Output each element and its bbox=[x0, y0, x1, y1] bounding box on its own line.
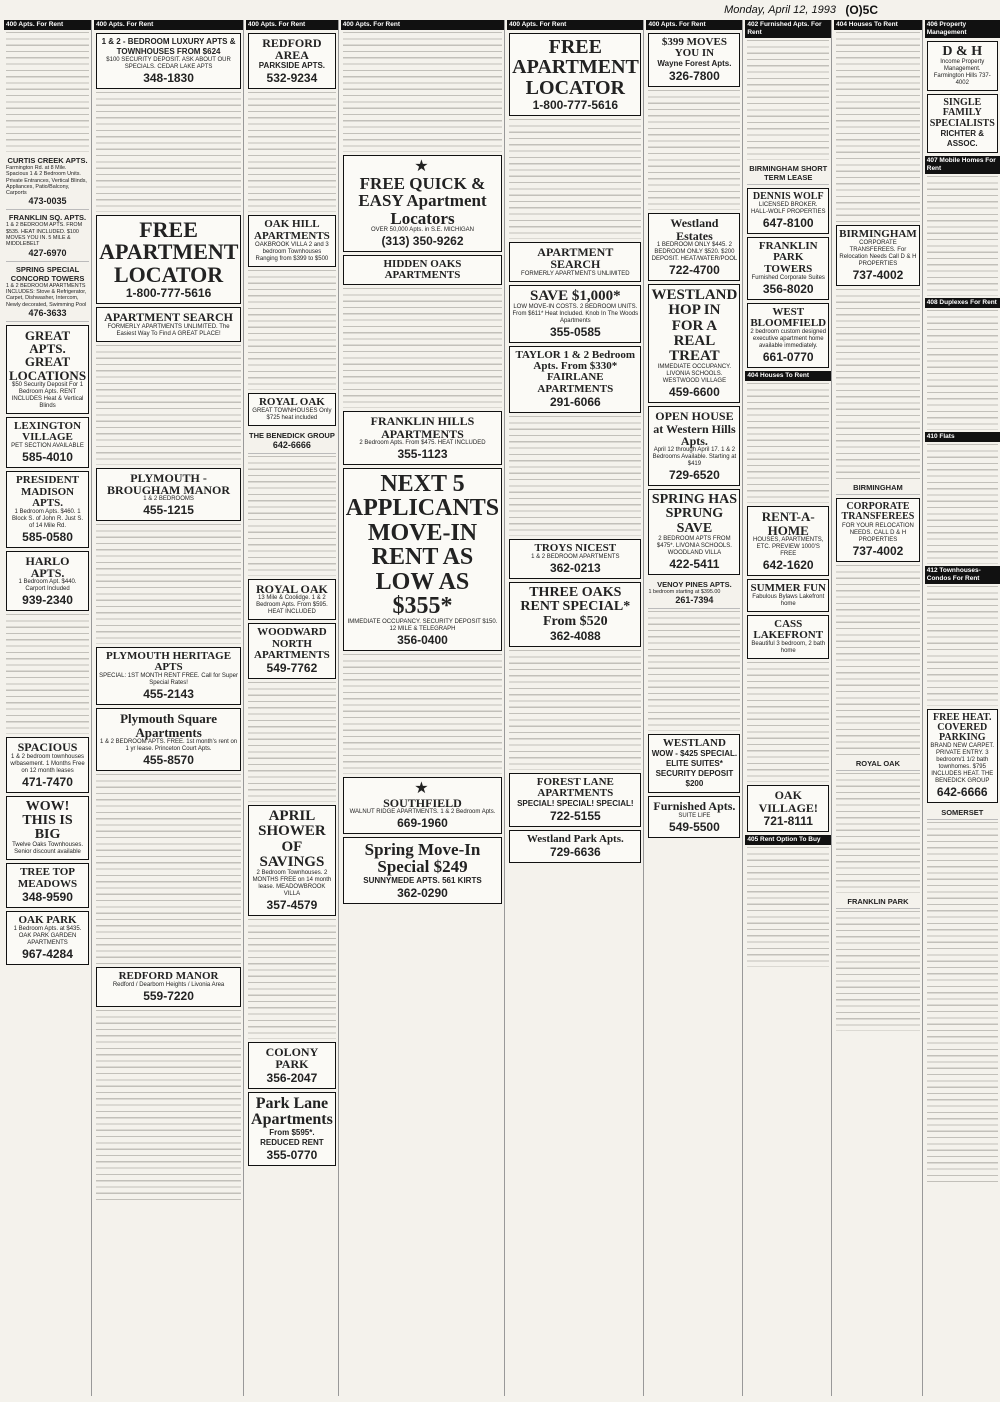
boxed-ad bbox=[747, 237, 829, 300]
ad-body: Twelve Oaks Townhouses. Senior discount available bbox=[12, 842, 83, 856]
ad-phone: 1-800-777-5616 bbox=[125, 286, 212, 301]
boxed-ad bbox=[509, 33, 641, 116]
boxed-ad bbox=[927, 709, 998, 804]
boxed-ad bbox=[6, 417, 89, 468]
ad-name: FREE HEAT. COVERED PARKING bbox=[932, 711, 992, 744]
column-heading: 402 Furnished Apts. For Rent bbox=[745, 20, 831, 38]
column-6 bbox=[646, 20, 743, 1396]
page-date: Monday, April 12, 1993 bbox=[724, 4, 836, 16]
ad-name: VENOY PINES APTS. bbox=[657, 579, 732, 589]
boxed-ad bbox=[648, 734, 740, 793]
listing-text-block bbox=[836, 911, 920, 1031]
ad-body: 1 & 2 BEDROOM APTS. FROM $535. HEAT INCLUDED. $100 MOVES YOU IN. 5 MILE & MIDDLEBELT bbox=[6, 222, 83, 248]
ad-name: WEST BLOOMFIELD bbox=[750, 305, 827, 330]
ad-name: GREAT APTS. GREAT LOCATIONS bbox=[9, 327, 87, 383]
listing-text-block bbox=[343, 654, 502, 774]
ad-body: BRAND NEW CARPET. PRIVATE ENTRY. 3 bedroom/1 1/2 bath townhomes. $795 INCLUDES HEAT. THE BENEDICK GROUP bbox=[930, 743, 995, 785]
ad-phone: 261-7394 bbox=[675, 595, 714, 606]
listing-ad bbox=[248, 429, 336, 454]
ad-phone: 722-4700 bbox=[669, 262, 720, 277]
ad-phone: 642-1620 bbox=[762, 557, 814, 572]
ad-name: SINGLE FAMILY SPECIALISTS bbox=[929, 97, 995, 129]
listing-ad bbox=[6, 211, 89, 261]
boxed-ad bbox=[836, 498, 920, 561]
boxed-ad bbox=[747, 579, 829, 612]
star-icon: ★ bbox=[414, 779, 429, 797]
ad-phone: 737-4002 bbox=[852, 543, 904, 558]
ad-body: PARKSIDE APTS. bbox=[258, 61, 326, 71]
boxed-ad bbox=[248, 393, 336, 426]
boxed-ad bbox=[96, 647, 241, 705]
boxed-ad bbox=[248, 1092, 336, 1167]
listing-text-block bbox=[248, 682, 336, 802]
ad-name: COLONY PARK bbox=[265, 1045, 319, 1072]
ad-name: FRANKLIN PARK bbox=[847, 896, 909, 906]
ad-phone: 549-5500 bbox=[669, 819, 720, 834]
ad-phone: 669-1960 bbox=[397, 815, 448, 830]
ad-phone: 348-9590 bbox=[22, 889, 73, 904]
ad-name: ROYAL OAK bbox=[255, 582, 328, 597]
ad-name: OAK VILLAGE! bbox=[758, 788, 818, 815]
ad-name: NEXT 5 APPLICANTS MOVE-IN RENT AS LOW AS $355* bbox=[345, 470, 500, 620]
ad-body: SUITE LIFE bbox=[678, 812, 711, 819]
listing-text-block bbox=[96, 345, 241, 465]
boxed-ad bbox=[648, 796, 740, 837]
ad-name: Plymouth Square Apartments bbox=[120, 711, 217, 740]
ad-name: WESTLAND bbox=[662, 737, 726, 750]
boxed-ad bbox=[747, 188, 829, 234]
ad-phone: 355-0770 bbox=[266, 1148, 318, 1163]
section-heading: 404 Houses To Rent bbox=[745, 371, 831, 381]
ad-phone: 585-4010 bbox=[22, 450, 73, 465]
ad-body: 13 Mile & Coolidge. 1 & 2 Bedroom Apts. From $595. HEAT INCLUDED bbox=[256, 595, 328, 616]
column-heading: 406 Property Management bbox=[925, 20, 1000, 38]
listing-text-block bbox=[927, 586, 998, 706]
ad-body: 2 bedroom custom designed executive apartment home available immediately. bbox=[750, 329, 827, 350]
boxed-ad bbox=[648, 213, 740, 280]
boxed-ad bbox=[248, 579, 336, 620]
classified-columns bbox=[4, 20, 997, 1396]
ad-body: IMMEDIATE OCCUPANCY. SECURITY DEPOSIT $150. 12 MILE & TELEGRAPH bbox=[347, 618, 498, 632]
ad-phone: 455-8570 bbox=[143, 752, 194, 767]
listing-text-block bbox=[509, 650, 641, 770]
ad-body: WOW - $425 SPECIAL. ELITE SUITES* SECURITY DEPOSIT $200 bbox=[651, 749, 738, 789]
listing-text-block bbox=[96, 524, 241, 644]
ad-phone: 422-5411 bbox=[669, 556, 720, 571]
boxed-ad bbox=[343, 837, 502, 904]
column-7 bbox=[745, 20, 832, 1396]
ad-name: TAYLOR 1 & 2 Bedroom Apts. From $330* FAIRLANE APARTMENTS bbox=[515, 348, 636, 395]
boxed-ad bbox=[96, 307, 241, 341]
ad-phone: 532-9234 bbox=[266, 71, 318, 86]
listing-text-block bbox=[836, 565, 920, 755]
boxed-ad bbox=[248, 805, 336, 916]
column-heading: 400 Apts. For Rent bbox=[646, 20, 742, 30]
ad-name: 1 & 2 - BEDROOM LUXURY APTS & TOWNHOUSES FROM $624 bbox=[101, 37, 236, 56]
boxed-ad bbox=[509, 830, 641, 863]
ad-body: 1 & 2 BEDROOM APARTMENTS bbox=[531, 554, 620, 561]
ad-name: PRESIDENT MADISON APTS. bbox=[16, 474, 80, 509]
ad-body: RICHTER & ASSOC. bbox=[940, 128, 985, 148]
boxed-ad bbox=[747, 785, 829, 831]
listing-text-block bbox=[836, 773, 920, 893]
column-2 bbox=[94, 20, 244, 1396]
boxed-ad bbox=[648, 284, 740, 403]
boxed-ad bbox=[6, 471, 89, 548]
boxed-ad bbox=[248, 33, 336, 89]
boxed-ad bbox=[248, 623, 336, 679]
column-9 bbox=[925, 20, 1000, 1396]
ad-name: APARTMENT SEARCH bbox=[104, 310, 233, 325]
ad-body: HOUSES, APARTMENTS, ETC. PREVIEW 1000'S FREE bbox=[753, 536, 824, 557]
ad-body: LICENSED BROKER. HALL-WOLF PROPERTIES bbox=[750, 202, 826, 216]
ad-phone: 455-1215 bbox=[143, 503, 194, 518]
ad-body: Beautiful 3 bedroom, 2 bath home bbox=[751, 641, 826, 655]
ad-name: Westland Estates bbox=[670, 216, 719, 243]
column-heading: 400 Apts. For Rent bbox=[507, 20, 643, 30]
ad-name: OPEN HOUSE at Western Hills Apts. bbox=[653, 409, 736, 448]
ad-body: 1 & 2 BEDROOM APARTMENTS INCLUDES: Stove & Refrigerator, Carpet, Dishwasher, Intercom, Newly decorated, Swimming Pool bbox=[6, 282, 87, 308]
listing-text-block bbox=[96, 774, 241, 964]
ad-name: FRANKLIN PARK TOWERS bbox=[758, 240, 818, 275]
ad-phone: 737-4002 bbox=[852, 268, 904, 283]
ad-phone: 549-7762 bbox=[266, 661, 318, 676]
ad-body: SPECIAL: 1ST MONTH RENT FREE. Call for Super Special Rates! bbox=[99, 673, 238, 687]
ad-phone: 721-8111 bbox=[763, 813, 813, 828]
listing-ad bbox=[836, 895, 920, 909]
ad-name: FREE QUICK & EASY Apartment Locators bbox=[358, 174, 487, 228]
ad-body: Fabulous Bylaws Lakefront home bbox=[752, 594, 825, 607]
section-heading: 405 Rent Option To Buy bbox=[745, 835, 831, 845]
ad-name: THREE OAKS RENT SPECIAL* From $520 bbox=[520, 585, 631, 629]
ad-phone: 967-4284 bbox=[22, 947, 73, 962]
column-8 bbox=[834, 20, 923, 1396]
ad-phone: 585-0580 bbox=[22, 529, 73, 544]
ad-name: HIDDEN OAKS APARTMENTS bbox=[383, 257, 462, 282]
ad-name: FREE APARTMENT LOCATOR bbox=[512, 36, 639, 99]
ad-phone: 427-6970 bbox=[28, 247, 67, 258]
ad-name: DENNIS WOLF bbox=[752, 191, 824, 202]
ad-name: CORPORATE TRANSFEREES bbox=[841, 501, 915, 523]
ad-phone: 729-6636 bbox=[549, 845, 601, 860]
ad-phone: 356-2047 bbox=[266, 1070, 318, 1085]
ad-name: APARTMENT SEARCH bbox=[537, 245, 614, 272]
ad-name: SPACIOUS bbox=[17, 740, 78, 755]
ad-name: BIRMINGHAM bbox=[853, 483, 903, 493]
column-5 bbox=[507, 20, 644, 1396]
listing-text-block bbox=[248, 919, 336, 1039]
ad-body: 1 & 2 BEDROOMS bbox=[143, 496, 194, 503]
ad-body: $50 Security Deposit For 1 Bedroom Apts. RENT INCLUDES Heat & Vertical Blinds bbox=[11, 381, 84, 409]
ad-phone: 291-6066 bbox=[549, 394, 601, 409]
ad-body: WALNUT RIDGE APARTMENTS. 1 & 2 Bedroom Apts. bbox=[349, 808, 496, 815]
column-1 bbox=[4, 20, 92, 1396]
ad-body: GREAT TOWNHOUSES Only $725 heat included bbox=[252, 408, 332, 422]
ad-phone: 476-3633 bbox=[28, 307, 67, 318]
ad-name: LEXINGTON VILLAGE bbox=[14, 419, 82, 444]
ad-name: PLYMOUTH - BROUGHAM MANOR bbox=[107, 470, 231, 497]
ad-phone: 729-6520 bbox=[669, 468, 720, 483]
boxed-ad bbox=[96, 708, 241, 771]
ad-name: HARLO APTS. bbox=[25, 553, 70, 581]
ad-phone: 642-6666 bbox=[936, 785, 988, 800]
ad-name: SPRING HAS SPRUNG SAVE bbox=[651, 492, 737, 536]
ad-phone: 661-0770 bbox=[762, 350, 814, 365]
ad-body: Income Property Management. Farmington Hills 737-4002 bbox=[933, 59, 991, 87]
listing-text-block bbox=[509, 416, 641, 536]
ad-name: BIRMINGHAM bbox=[839, 228, 917, 240]
listing-text-block bbox=[747, 383, 829, 503]
boxed-ad bbox=[509, 582, 641, 647]
boxed-ad bbox=[6, 796, 89, 861]
ad-phone: 459-6600 bbox=[669, 385, 720, 400]
ad-name: THE BENEDICK GROUP bbox=[248, 431, 335, 441]
listing-ad bbox=[836, 481, 920, 495]
listing-text-block bbox=[747, 662, 829, 782]
ad-body: LOW MOVE-IN COSTS. 2 BEDROOM UNITS. From $611* Heat Included. Knob In The Woods Apartments bbox=[512, 303, 639, 324]
boxed-ad bbox=[6, 325, 89, 414]
ad-body: 2 BEDROOM APTS FROM $475*. LIVONIA SCHOOLS. WOODLAND VILLA bbox=[656, 535, 732, 556]
page-number: (O)5C bbox=[845, 3, 878, 17]
ad-body: SPECIAL! SPECIAL! SPECIAL! bbox=[517, 799, 634, 809]
ad-name: Spring Move-In Special $249 bbox=[364, 839, 481, 877]
ad-phone: 348-1830 bbox=[143, 71, 194, 85]
column-heading: 404 Houses To Rent bbox=[834, 20, 922, 30]
listing-ad bbox=[836, 757, 920, 771]
ad-body: From $595*. REDUCED RENT bbox=[260, 1128, 324, 1148]
ad-name: REDFORD AREA bbox=[262, 36, 322, 63]
ad-body: PET SECTION AVAILABLE bbox=[11, 443, 84, 450]
boxed-ad bbox=[747, 506, 829, 576]
boxed-ad bbox=[747, 615, 829, 659]
ad-body: April 12 through April 17. 1 & 2 Bedrooms Available. Starting at $419 bbox=[652, 447, 737, 468]
ad-body: Furnished Corporate Suites bbox=[751, 274, 825, 281]
ad-phone: 642-6666 bbox=[272, 440, 311, 451]
ad-body: 2 Bedroom Townhouses. 2 MONTHS FREE on 14 month lease. MEADOWBROOK VILLA bbox=[252, 870, 332, 898]
listing-ad bbox=[927, 806, 998, 820]
boxed-ad bbox=[96, 33, 241, 89]
ad-phone: 326-7800 bbox=[669, 69, 720, 84]
ad-body: 1 bedroom starting at $395.00 bbox=[648, 588, 721, 595]
ad-name: SUMMER FUN bbox=[750, 581, 826, 594]
listing-text-block bbox=[927, 444, 998, 564]
column-4 bbox=[341, 20, 505, 1396]
ad-phone: 471-7470 bbox=[22, 774, 73, 789]
ad-name: WOODWARD NORTH APARTMENTS bbox=[254, 626, 330, 661]
listing-text-block bbox=[747, 847, 829, 967]
boxed-ad bbox=[343, 468, 502, 651]
listing-text-block bbox=[927, 176, 998, 296]
boxed-ad bbox=[96, 468, 241, 521]
boxed-ad bbox=[648, 33, 740, 87]
ad-name: Furnished Apts. bbox=[653, 799, 736, 814]
boxed-ad bbox=[343, 155, 502, 252]
ad-name: OAK HILL APARTMENTS bbox=[254, 218, 330, 242]
column-3 bbox=[246, 20, 339, 1396]
listing-text-block bbox=[343, 288, 502, 408]
ad-body: FORMERLY APARTMENTS UNLIMITED bbox=[521, 270, 630, 277]
boxed-ad bbox=[927, 94, 998, 153]
listing-text-block bbox=[836, 32, 920, 222]
boxed-ad bbox=[343, 777, 502, 834]
ad-body: 1 Bedroom Apts. $460. 1 Block S. of John R. Just S. of 14 Mile Rd. bbox=[12, 508, 84, 529]
ad-name: FRANKLIN SQ. APTS. bbox=[8, 213, 87, 223]
ad-name: BIRMINGHAM SHORT TERM LEASE bbox=[749, 164, 828, 182]
ad-phone: 355-0585 bbox=[549, 324, 601, 339]
ad-name: RENT-A-HOME bbox=[761, 509, 815, 538]
listing-text-block bbox=[96, 92, 241, 212]
star-icon: ★ bbox=[414, 158, 429, 175]
ad-phone: 559-7220 bbox=[143, 989, 194, 1004]
listing-text-block bbox=[747, 40, 829, 160]
ad-name: SAVE $1,000* bbox=[530, 287, 621, 304]
ad-phone: 362-0213 bbox=[549, 561, 601, 576]
ad-name: SPRING SPECIAL CONCORD TOWERS bbox=[10, 264, 85, 283]
ad-body: SUNNYMEDE APTS. 561 KIRTS bbox=[363, 875, 482, 885]
boxed-ad bbox=[248, 215, 336, 266]
ad-name: Park Lane Apartments bbox=[251, 1094, 333, 1128]
ad-phone: 355-1123 bbox=[397, 446, 448, 461]
section-heading: 408 Duplexes For Rent bbox=[925, 298, 1000, 308]
ad-phone: 647-8100 bbox=[762, 216, 814, 231]
ad-name: WESTLAND HOP IN FOR A REAL TREAT bbox=[651, 286, 738, 365]
ad-body: IMMEDIATE OCCUPANCY. LIVONIA SCHOOLS. WESTWOOD VILLAGE bbox=[657, 364, 732, 385]
listing-text-block bbox=[6, 614, 89, 734]
boxed-ad bbox=[96, 967, 241, 1007]
listing-ad bbox=[6, 263, 89, 322]
ad-phone: 1-800-777-5616 bbox=[532, 98, 619, 113]
ad-phone: 455-2143 bbox=[143, 687, 194, 702]
ad-name: D & H bbox=[942, 44, 983, 59]
ad-phone: 362-0290 bbox=[397, 885, 448, 900]
ad-name: CURTIS CREEK APTS. bbox=[7, 156, 88, 165]
boxed-ad bbox=[248, 1042, 336, 1088]
listing-text-block bbox=[509, 119, 641, 239]
ad-body: 1 Bedroom Apt. $440. Carport Included bbox=[18, 579, 77, 593]
boxed-ad bbox=[509, 773, 641, 827]
section-heading: 412 Townhouses-Condos For Rent bbox=[925, 566, 1000, 584]
listing-text-block bbox=[6, 32, 89, 152]
boxed-ad bbox=[509, 242, 641, 281]
section-heading: 407 Mobile Homes For Rent bbox=[925, 156, 1000, 174]
ad-body: 1 & 2 BEDROOM APTS. FREE. 1st month's rent on 1 yr lease. Princeton Court Apts. bbox=[99, 738, 238, 752]
ad-phone: 939-2340 bbox=[22, 593, 73, 608]
listing-text-block bbox=[343, 32, 502, 152]
ad-phone: 356-0400 bbox=[397, 632, 448, 647]
boxed-ad bbox=[343, 411, 502, 464]
ad-body: 1 BEDROOM ONLY $445. 2 BEDROOM ONLY $520. $200 DEPOSIT. HEAT/WATER/POOL bbox=[651, 241, 738, 262]
boxed-ad bbox=[648, 406, 740, 486]
boxed-ad bbox=[343, 255, 502, 285]
boxed-ad bbox=[96, 215, 241, 304]
ad-body: Farmington Rd. at 8 Mile. Spacious 1 & 2 Bedroom Units. Private Entrances, Vertical Blinds, Appliances, Patio/Balcony, Carports bbox=[6, 165, 87, 197]
ad-name: ROYAL OAK bbox=[855, 758, 901, 768]
listing-text-block bbox=[248, 92, 336, 212]
section-heading: 410 Flats bbox=[925, 432, 1000, 442]
ad-phone: (313) 350-9262 bbox=[381, 233, 464, 248]
ad-name: SOMERSET bbox=[941, 808, 984, 818]
ad-body: $100 SECURITY DEPOSIT. ASK ABOUT OUR SPECIALS. CEDAR LAKE APTS bbox=[106, 57, 231, 70]
boxed-ad bbox=[6, 863, 89, 907]
boxed-ad bbox=[836, 225, 920, 286]
ad-body: 2 Bedroom Apts. From $475. HEAT INCLUDED bbox=[359, 439, 486, 446]
ad-name: PLYMOUTH HERITAGE APTS bbox=[106, 650, 232, 674]
ad-phone: 473-0035 bbox=[28, 196, 67, 207]
listing-text-block bbox=[836, 289, 920, 479]
ad-name: CASS LAKEFRONT bbox=[753, 618, 824, 642]
ad-name: FREE APARTMENT LOCATOR bbox=[99, 217, 239, 287]
ad-body: FOR YOUR RELOCATION NEEDS. CALL D & H PROPERTIES bbox=[842, 522, 914, 543]
ad-name: REDFORD MANOR bbox=[118, 969, 219, 982]
ad-name: TROYS NICEST bbox=[534, 541, 617, 554]
listing-ad bbox=[747, 162, 829, 185]
ad-name: $399 MOVES YOU IN bbox=[661, 36, 727, 60]
listing-text-block bbox=[96, 1010, 241, 1200]
ad-name: WOW! THIS IS BIG bbox=[22, 798, 73, 843]
boxed-ad bbox=[6, 911, 89, 965]
listing-text-block bbox=[927, 822, 998, 1182]
ad-name: Westland Park Apts. bbox=[526, 833, 624, 846]
ad-name: APRIL SHOWER OF SAVINGS bbox=[258, 808, 326, 870]
ad-name: SOUTHFIELD bbox=[383, 795, 462, 810]
boxed-ad bbox=[509, 346, 641, 413]
ad-name: OAK PARK bbox=[18, 913, 77, 926]
listing-text-block bbox=[248, 270, 336, 390]
ad-name: ROYAL OAK bbox=[258, 395, 325, 408]
listing-text-block bbox=[648, 611, 740, 731]
listing-ad bbox=[6, 154, 89, 210]
listing-text-block bbox=[248, 456, 336, 576]
column-heading: 400 Apts. For Rent bbox=[246, 20, 338, 30]
listing-text-block bbox=[648, 90, 740, 210]
ad-name: FRANKLIN HILLS APARTMENTS bbox=[370, 414, 475, 441]
listing-ad bbox=[648, 578, 740, 609]
ad-name: TREE TOP MEADOWS bbox=[17, 866, 78, 890]
listing-text-block bbox=[927, 310, 998, 430]
boxed-ad bbox=[747, 303, 829, 368]
ad-body: Redford / Dearborn Heights / Livonia Area bbox=[112, 982, 225, 989]
ad-body: OVER 50,000 Apts. in S.E. MICHIGAN bbox=[370, 226, 474, 233]
boxed-ad bbox=[6, 737, 89, 792]
boxed-ad bbox=[6, 551, 89, 611]
boxed-ad bbox=[927, 41, 998, 91]
column-heading: 400 Apts. For Rent bbox=[341, 20, 504, 30]
ad-phone: 357-4579 bbox=[266, 898, 318, 913]
column-heading: 400 Apts. For Rent bbox=[94, 20, 243, 30]
ad-body: Wayne Forest Apts. bbox=[657, 59, 732, 69]
ad-name: FOREST LANE APARTMENTS bbox=[536, 775, 614, 800]
ad-body: 1 & 2 bedroom townhouses w/basement. 1 Months Free on 12 month leases bbox=[10, 753, 85, 774]
boxed-ad bbox=[648, 489, 740, 575]
column-heading: 400 Apts. For Rent bbox=[4, 20, 91, 30]
ad-phone: 362-4088 bbox=[549, 628, 601, 643]
ad-phone: 722-5155 bbox=[549, 809, 601, 824]
ad-phone: 356-8020 bbox=[762, 281, 814, 296]
ad-body: 1 Bedroom Apts. at $435. OAK PARK GARDEN APARTMENTS bbox=[13, 926, 82, 947]
boxed-ad bbox=[509, 285, 641, 343]
ad-body: FORMERLY APARTMENTS UNLIMITED. The Easiest Way To Find A GREAT PLACE! bbox=[107, 323, 230, 337]
ad-body: OAKBROOK VILLA 2 and 3 bedroom Townhouses Ranging from $399 to $500 bbox=[255, 241, 329, 262]
page-header bbox=[0, 0, 884, 20]
boxed-ad bbox=[509, 539, 641, 579]
ad-body: CORPORATE TRANSFEREES. For Relocation Needs Call D & H PROPERTIES bbox=[839, 240, 917, 268]
